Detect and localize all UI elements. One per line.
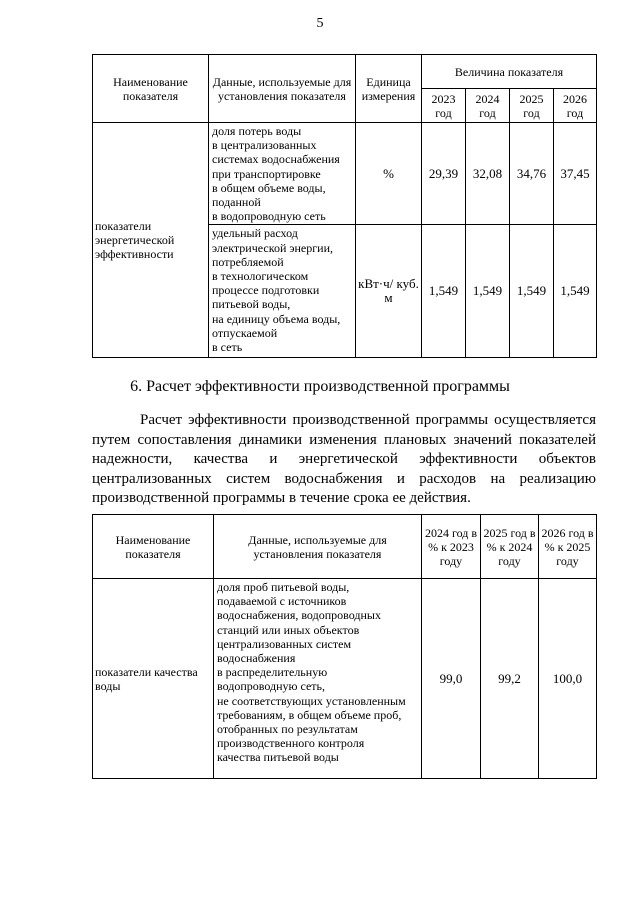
paragraph-line: надежности, качества и энергетической эффективности объектов xyxy=(92,451,596,467)
row-description: доля проб питьевой воды, подаваемой с источников водоснабжения, водопроводных станций или иных объектов централизованных систем водоснабжения в распределительную водопроводную сеть, не соответствующих установленным требованиям, в общем объеме проб, отобранных по результатам производственного контроля качества питьевой воды xyxy=(214,579,422,779)
paragraph-line: Расчет эффективности производственной программы осуществляется xyxy=(140,412,596,428)
header-year-ratio: 2025 год в % к 2024 году xyxy=(481,515,539,579)
header-name: Наименование показателя xyxy=(93,55,209,123)
paragraph-line: путем сопоставления динамики изменения плановых значений показателей xyxy=(92,431,596,448)
header-year-ratio: 2024 год в % к 2023 году xyxy=(422,515,481,579)
row-value: 37,45 xyxy=(554,123,597,225)
group-name: показатели энергетической эффективности xyxy=(93,123,209,358)
row-unit: % xyxy=(356,123,422,225)
row-value: 1,549 xyxy=(422,225,466,358)
header-year-ratio: 2026 год в % к 2025 году xyxy=(539,515,597,579)
header-year: 2026 год xyxy=(554,89,597,123)
section-heading: 6. Расчет эффективности производственной программы xyxy=(130,378,510,395)
row-value: 100,0 xyxy=(539,579,597,779)
row-unit: кВт·ч/ куб. м xyxy=(356,225,422,358)
header-data: Данные, используемые для установления показателя xyxy=(214,515,422,579)
row-value: 1,549 xyxy=(554,225,597,358)
page-number: 5 xyxy=(316,16,324,31)
row-value: 1,549 xyxy=(510,225,554,358)
header-unit: Единица измерения xyxy=(356,55,422,123)
header-year: 2024 год xyxy=(466,89,510,123)
paragraph-line: централизованных систем водоснабжения и расходов на реализацию xyxy=(92,470,596,487)
row-value: 99,2 xyxy=(481,579,539,779)
row-description: доля потерь воды в централизованных системах водоснабжения при транспортировке в общем объеме воды, поданной в водопроводную сеть xyxy=(209,123,356,225)
row-description: удельный расход электрической энергии, потребляемой в технологическом процессе подготовки питьевой воды, на единицу объема воды, отпускаемой в сеть xyxy=(209,225,356,358)
row-value: 1,549 xyxy=(466,225,510,358)
row-name: показатели качества воды xyxy=(93,579,214,779)
header-data: Данные, используемые для установления показателя xyxy=(209,55,356,123)
row-value: 99,0 xyxy=(422,579,481,779)
paragraph-line: производственной программы в течение срока ее действия. xyxy=(92,490,471,506)
header-year: 2025 год xyxy=(510,89,554,123)
row-value: 32,08 xyxy=(466,123,510,225)
water-quality-table xyxy=(92,514,597,779)
energy-efficiency-table xyxy=(92,54,597,358)
header-year: 2023 год xyxy=(422,89,466,123)
header-value: Величина показателя xyxy=(422,55,597,89)
row-value: 34,76 xyxy=(510,123,554,225)
header-name: Наименование показателя xyxy=(93,515,214,579)
body-paragraph xyxy=(92,411,596,509)
row-value: 29,39 xyxy=(422,123,466,225)
